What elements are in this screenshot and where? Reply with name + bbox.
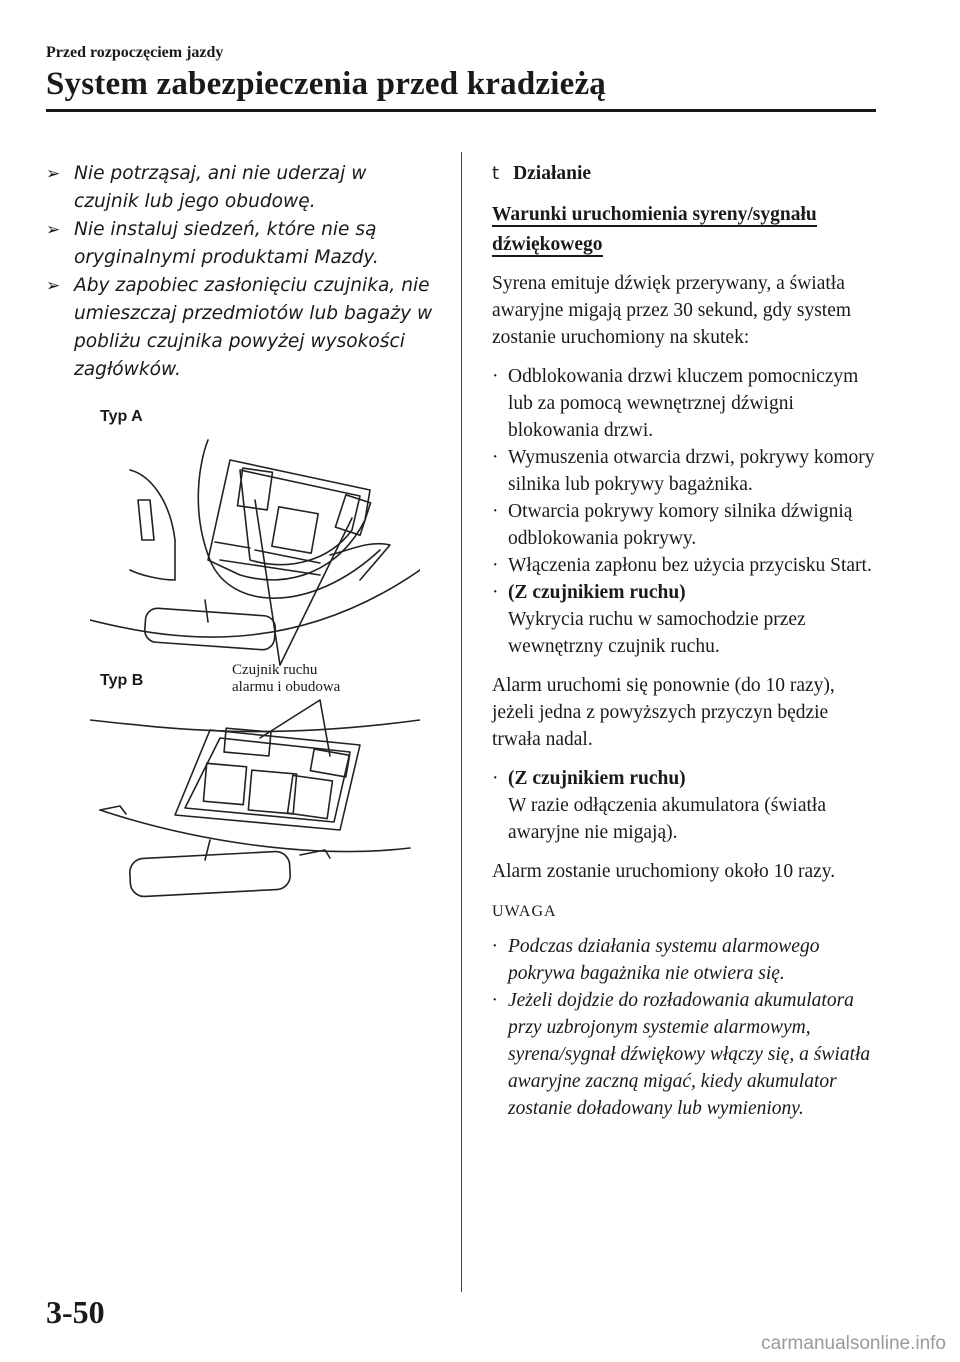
trigger-list	[492, 363, 877, 660]
right-column	[492, 160, 877, 1134]
repeat-paragraph: Alarm uruchomi się ponownie (do 10 razy), jeżeli jedna z powyższych przyczyn będzie trwała nadal.	[492, 675, 835, 750]
list-item	[492, 552, 877, 579]
warning-item	[46, 216, 436, 272]
type-a-mirror	[144, 608, 276, 651]
page-title: System zabezpieczenia przed kradzieżą	[46, 66, 607, 102]
type-a-side	[330, 544, 390, 580]
arrow-icon: ➢	[46, 276, 61, 296]
type-b-lamp-center	[248, 770, 296, 814]
section-mark-icon: t	[492, 163, 500, 184]
list-item	[492, 765, 877, 846]
list-item	[492, 987, 877, 1122]
figure-label-type-a: Typ A	[100, 408, 143, 425]
type-a-roof-line	[90, 570, 420, 637]
list-item-bold: (Z czujnikiem ruchu)	[508, 582, 686, 603]
list-item-bold: (Z czujnikiem ruchu)	[508, 768, 686, 789]
motion-sensor-illustration	[90, 400, 420, 900]
intro-paragraph: Syrena emituje dźwięk przerywany, a światła awaryjne migają przez 30 sekund, gdy system zostanie uruchomiony na skutek:	[492, 273, 852, 348]
warning-text: Nie instaluj siedzeń, które nie są oryginalnymi produktami Mazdy.	[74, 219, 379, 268]
section-heading	[492, 160, 877, 188]
list-item-text: W razie odłączenia akumulatora (światła awaryjne nie migają).	[508, 795, 826, 843]
breadcrumb: Przed rozpoczęciem jazdy	[46, 44, 224, 61]
figure-callout	[232, 662, 340, 696]
bullet-icon: ·	[492, 936, 497, 957]
figure-label-type-b: Typ B	[100, 672, 144, 689]
watermark[interactable]: carmanualsonline.info	[761, 1333, 946, 1354]
note-list	[492, 933, 877, 1122]
bullet-icon: ·	[492, 555, 499, 576]
type-b-callout-line	[260, 700, 330, 756]
callout-line-2: alarmu i obudowa	[232, 679, 341, 695]
arrow-icon: ➢	[46, 164, 61, 184]
type-a-pillar-inner	[138, 500, 154, 540]
list-item-text: Podczas działania systemu alarmowego pokrywa bagażnika nie otwiera się.	[508, 936, 820, 984]
bullet-icon: ·	[492, 768, 499, 789]
left-column	[46, 160, 436, 384]
list-item	[492, 933, 877, 987]
list-item-text: Odblokowania drzwi kluczem pomocniczym lub za pomocą wewnętrznej dźwigni blokowania drzwi.	[508, 366, 859, 441]
list-item-text: Włączenia zapłonu bez użycia przycisku Start.	[508, 555, 872, 576]
count-paragraph: Alarm zostanie uruchomiony około 10 razy.	[492, 861, 836, 882]
type-a-button-panel	[272, 507, 318, 553]
type-b-roof-line-lower	[100, 810, 410, 852]
list-item	[492, 444, 877, 498]
arrow-icon: ➢	[46, 220, 61, 240]
battery-list	[492, 765, 877, 846]
list-item-text: Jeżeli dojdzie do rozładowania akumulatora przy uzbrojonym systemie alarmowym, syrena/sygnał dźwiękowy włączy się, a światła awaryjne zaczną migać, kiedy akumulator zostanie doładowany lub wymieniony.	[508, 990, 871, 1119]
list-item	[492, 579, 877, 660]
warning-item	[46, 272, 436, 384]
type-b-clip-left	[100, 806, 126, 814]
column-divider	[461, 152, 462, 1292]
bullet-icon: ·	[492, 366, 499, 387]
type-b-clip-right	[300, 850, 330, 858]
subheading-text: Warunki uruchomienia syreny/sygnału dźwiękowego	[492, 204, 817, 255]
warning-text: Aby zapobiec zasłonięciu czujnika, nie umieszczaj przedmiotów lub bagaży w pobliżu czujnika powyżej wysokości zagłówków.	[74, 275, 433, 380]
section-title: Działanie	[513, 163, 592, 184]
page-number: 3-50	[46, 1294, 105, 1330]
list-item	[492, 363, 877, 444]
list-item	[492, 498, 877, 552]
bullet-icon: ·	[492, 501, 499, 522]
note-label: UWAGA	[492, 903, 557, 920]
list-item-text: Wykrycia ruchu w samochodzie przez wewnętrzny czujnik ruchu.	[508, 609, 806, 657]
subheading	[492, 200, 857, 260]
bullet-icon: ·	[492, 447, 499, 468]
bullet-icon: ·	[492, 582, 499, 603]
warning-text: Nie potrząsaj, ani nie uderzaj w czujnik lub jego obudowę.	[74, 163, 367, 212]
callout-line-1: Czujnik ruchu	[232, 662, 318, 678]
warning-item	[46, 160, 436, 216]
type-b-mirror-arm	[205, 840, 210, 860]
type-b-lamp-left	[203, 763, 246, 804]
type-a-callout-line	[255, 500, 352, 665]
type-b-mirror	[129, 851, 291, 897]
list-item-text: Wymuszenia otwarcia drzwi, pokrywy komory silnika lub pokrywy bagażnika.	[508, 447, 875, 495]
list-item-text: Otwarcia pokrywy komory silnika dźwignią odblokowania pokrywy.	[508, 501, 853, 549]
type-a-roof-edge	[198, 440, 380, 598]
bullet-icon: ·	[492, 990, 497, 1011]
type-b-roof-line	[90, 720, 420, 732]
title-rule	[46, 109, 876, 112]
